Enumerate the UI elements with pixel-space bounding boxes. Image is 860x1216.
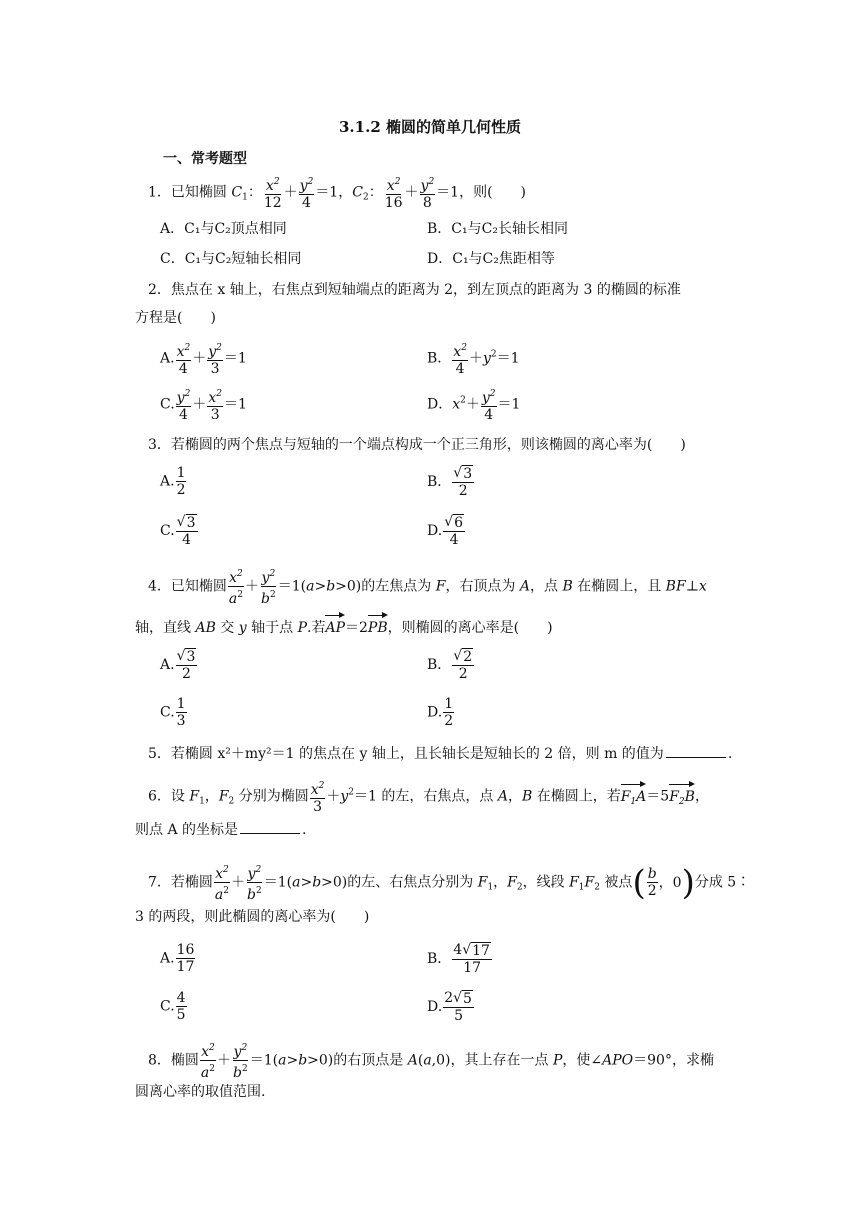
q1-option-a: A．C₁与C₂顶点相同 (160, 221, 287, 237)
q3-option-d: D. √ 6 4 (427, 514, 464, 548)
question-5: 5．若椭圆 x²＋my²＝1 的焦点在 y 轴上，且长轴长是短轴长的 2 倍，则 m 的值为 . (148, 746, 733, 762)
q4-option-d: D. $\frac{1}{2}$ (427, 696, 454, 729)
q3-option-a: A. $\frac{1}{2}$ (160, 465, 186, 498)
q4-option-a: A. √ 3 2 (160, 648, 196, 682)
question-3: 3．若椭圆的两个焦点与短轴的一个端点构成一个正三角形，则该椭圆的离心率为( ) (148, 437, 686, 453)
question-4-line-2: 轴，直线 AB 交 y 轴于点 P.若AP＝2PB，则椭圆的离心率是( ) (135, 612, 715, 638)
section-heading: 一、常考题型 (163, 151, 247, 167)
q7-option-c: C. $\frac{4}{5}$ (160, 990, 186, 1023)
q7-option-b: B． 4 √ 17 17 (427, 942, 490, 976)
question-8-line-1: 8．椭圆 $\frac{x^2}{a^2}$ ＋ $\frac{y^2}{b^2}$ ＝1(a>b>0)的右顶点是 A(a,0)，其上存在一点 P，使∠APO＝90°，求椭 (148, 1040, 728, 1081)
q7-option-a: A. $\frac{16}{17}$ (160, 942, 195, 975)
q2-option-d: D．$x^2+$ $\frac{y^2}{4}$ ＝1 (427, 386, 520, 423)
q4-option-c: C. $\frac{1}{3}$ (160, 696, 186, 729)
question-4-line-1: 4．已知椭圆 $\frac{x^2}{a^2}$ ＋ $\frac{y^2}{b^2}$ ＝1(a>b>0)的左焦点为 F，右顶点为 A，点 B 在椭圆上，且 BF⊥x (148, 566, 728, 607)
question-1: 1．已知椭圆 $C_1$： $\frac{x^2}{12}$ ＋ $\frac{y^2}{4}$ ＝1，$C_2$： $\frac{x^2}{16}$ ＋ $\frac{y^2}{8}$ ＝1，则( ) (148, 174, 728, 211)
q3-option-b: B． √ 3 2 (427, 465, 473, 499)
question-2-line-2: 方程是( ) (135, 310, 216, 326)
q3-option-c: C. √ 3 4 (160, 514, 196, 548)
page-title: 3.1.2 椭圆的简单几何性质 (339, 118, 521, 136)
question-6-line-1: 6．设 $F_1$，$F_2$ 分别为椭圆 $\frac{x^2}{3}$ $+y^2=1$ 的左，右焦点，点 A，B 在椭圆上，若$F_1A=5F_2B$， (148, 778, 728, 815)
q1-option-d: D．C₁与C₂焦距相等 (427, 251, 555, 267)
q7-option-d: D. 2 √ 5 5 (427, 990, 472, 1024)
question-2-line-1: 2．焦点在 x 轴上，右焦点到短轴端点的距离为 2，到左顶点的距离为 3 的椭圆的标准 (148, 282, 681, 298)
q2-option-c: C. $\frac{y^2}{4}$ ＋ $\frac{x^2}{3}$ ＝1 (160, 386, 247, 423)
question-7-line-1: 7．若椭圆 $\frac{x^2}{a^2}$ ＋ $\frac{y^2}{b^2}$ ＝1(a>b>0)的左、右焦点分别为 $F_1$，$F_2$，线段 $F_1F_2$ 被点 ( $\frac{b}{2}$ ，0 ) 分成 5∶ (148, 862, 751, 903)
q2-option-a: A. $\frac{x^2}{4}$ ＋ $\frac{y^2}{3}$ ＝1 (160, 340, 247, 377)
q1-option-b: B．C₁与C₂长轴长相同 (427, 221, 568, 237)
q4-option-b: B． √ 2 2 (427, 648, 473, 682)
q1-option-c: C．C₁与C₂短轴长相同 (160, 251, 302, 267)
question-7-line-2: 3 的两段，则此椭圆的离心率为( ) (135, 909, 370, 925)
question-6-line-2: 则点 A 的坐标是 . (135, 822, 307, 838)
question-8-line-2: 圆离心率的取值范围. (135, 1084, 266, 1100)
q2-option-b: B． $\frac{x^2}{4}$ $+y^2=1$ (427, 340, 520, 377)
